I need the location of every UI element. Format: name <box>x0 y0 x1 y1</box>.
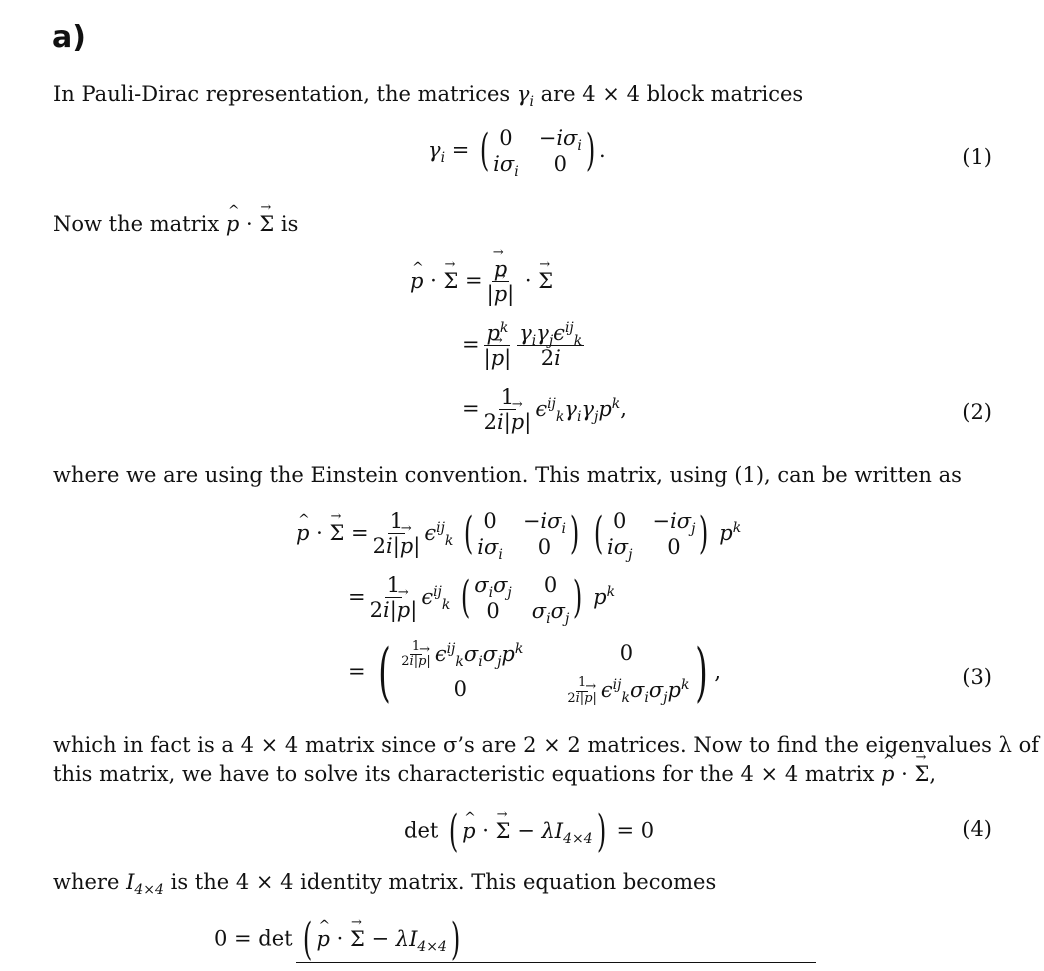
equation-1-number: (1) <box>962 145 992 169</box>
eigen-text-a: this matrix, we have to solve its characteristic equations for the 4 × 4 matrix <box>53 762 882 786</box>
paragraph-einstein: where we are using the Einstein convention. This matrix, using (1), can be written as <box>53 463 962 487</box>
paragraph-matrix-intro: Now the matrix ^ p · → Σ is <box>53 212 298 236</box>
matrix-intro-text-a: Now the matrix <box>53 212 226 236</box>
paragraph-eigen-line-2: this matrix, we have to solve its characteristic equations for the 4 × 4 matrix ^ p · → Σ, <box>53 762 936 786</box>
equation-2-line-2: = $\frac{p^k}{|\to p|}$ $\frac{\gamma_i\gamma_j\epsilon^{ij}_k}{2i}$ <box>462 322 586 370</box>
gamma-i-symbol: $\gamma_i$ <box>516 82 534 111</box>
eigen-text-b: , <box>929 762 937 786</box>
equation-2-number: (2) <box>962 400 992 424</box>
det-label: det <box>404 818 439 843</box>
equation-5: 0 = det (^ p · → $\Sigma - \lambda I_{4\times 4}$) <box>214 918 464 962</box>
matrix-intro-text-b: is <box>274 212 299 236</box>
equation-4-number: (4) <box>962 817 992 841</box>
paragraph-eigen-line-1: which in fact is a 4 × 4 matrix since σ’s are 2 × 2 matrices. Now to find the eigenvalues λ of <box>53 733 1039 757</box>
section-label: a) <box>52 20 86 55</box>
equation-2-line-1: ^ p · → Σ = → $\frac{p}{|\to p|}$ · → Σ <box>410 258 553 306</box>
intro-text-b: are 4 × 4 block matrices <box>533 82 804 106</box>
paragraph-identity: where $I_{4\times 4}$ is the 4 × 4 identity matrix. This equation becomes <box>53 870 717 899</box>
equation-1: $\gamma_i$ = ( 0 $-i\sigma_i$ $i\sigma_i$ 0 ) . <box>428 125 606 181</box>
intro-text-a: In Pauli-Dirac representation, the matrices <box>53 82 517 106</box>
equation-4-rhs: = 0 <box>616 818 655 843</box>
identity-text-a: where <box>53 870 127 894</box>
equation-3-line-3: = ( $\frac{1}{2i|\to p|}$ $\epsilon^{ij}_k\sigma_i\sigma_jp^k$ 0 0 $\frac{1}{2i|\to p|}$ $\epsilon^{ij}_k\sigma_i\sigma_jp^k$ ) , <box>348 640 721 706</box>
equation-4: det (^ p · → $\Sigma - \lambda I_{4\times 4}) = 0$ <box>404 810 654 854</box>
equation-3-line-1: ^ p · → Σ = $\frac{1}{2i|\to p|}$ $\epsilon^{ij}_k$ ( 0 $-i\sigma_i$ $i\sigma_i$ 0 ) ( 0 $-i\sigma_j$ $i\sigma_j$ 0 ) $p^k$ <box>296 508 741 561</box>
equation-3-number: (3) <box>962 665 992 689</box>
equation-3-line-2: = $\frac{1}{2i|\to p|}$ $\epsilon^{ij}_k$ ( $\sigma_i\sigma_j$ 0 0 $\sigma_i\sigma_j$ ) $p^k$ <box>348 572 615 625</box>
equation-5-lhs: 0 = det <box>214 926 293 951</box>
identity-text-b: is the 4 × 4 identity matrix. This equation becomes <box>163 870 717 894</box>
equation-2-line-3: = $\frac{1}{2i|\to p|}$ $\epsilon^{ij}_k\gamma_i\gamma_jp^k$, <box>462 386 627 434</box>
paragraph-intro <box>53 82 804 111</box>
